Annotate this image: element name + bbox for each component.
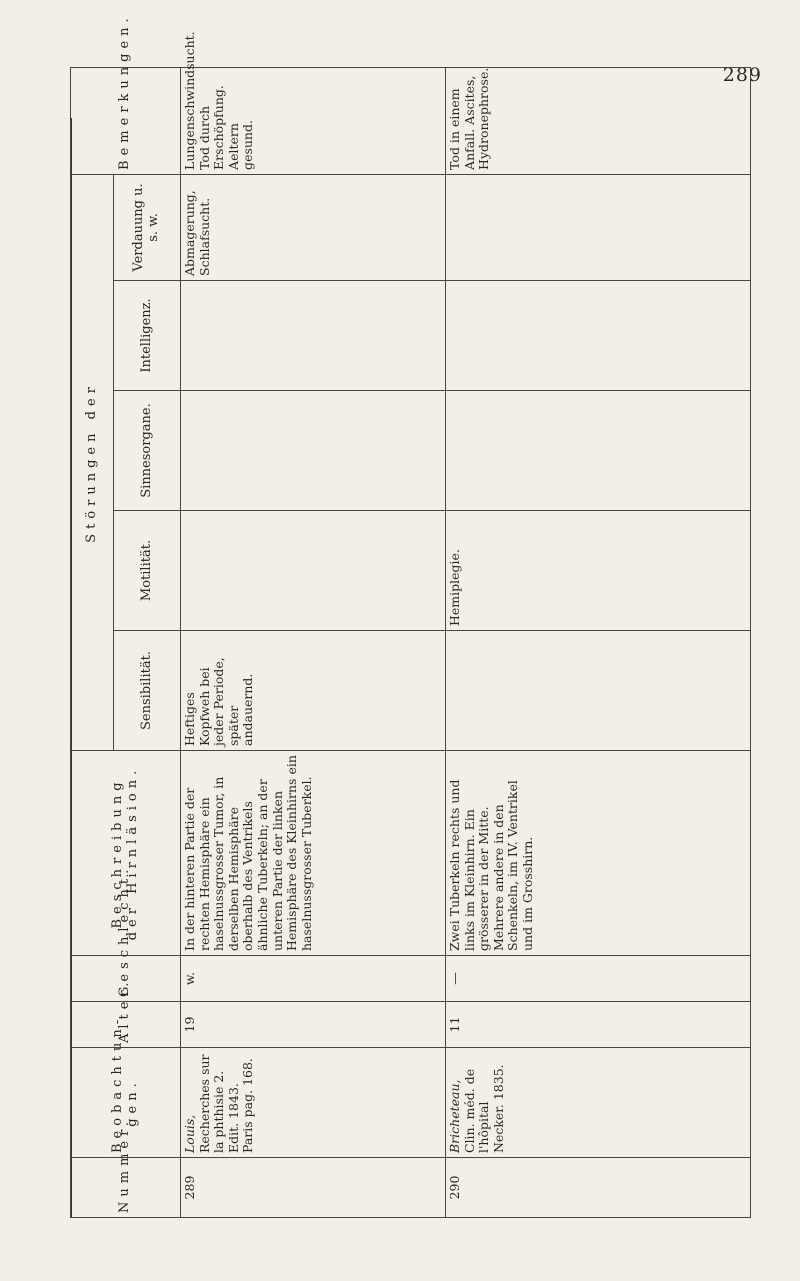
header-intelligenz: Intelligenz. bbox=[114, 281, 181, 391]
cell-verdauung: Abmagerung, Schlafsucht. bbox=[181, 174, 446, 280]
cell-geschlecht: — bbox=[446, 956, 751, 1002]
cell-motilitaet bbox=[181, 511, 446, 631]
cell-intelligenz bbox=[181, 281, 446, 391]
cell-beob-author: Louis, bbox=[182, 1114, 197, 1153]
page-number: 289 bbox=[722, 64, 762, 86]
header-motilitaet: Motilität. bbox=[114, 511, 181, 631]
cell-beob-source: Recherches sur la phthisie 2. Edit. 1843. Paris pag. 168. bbox=[196, 1054, 256, 1153]
header-geschlecht: Geschlecht. bbox=[71, 956, 181, 1002]
table-row bbox=[446, 67, 751, 1217]
cell-beobachtungen bbox=[181, 1048, 446, 1158]
rotated-table-stage bbox=[70, 13, 730, 1218]
header-sensibilitaet: Sensibilität. bbox=[114, 631, 181, 751]
header-bemerkungen: Bemerkungen. bbox=[71, 67, 181, 174]
cell-beob-source: Clin. méd. de l'hôpital Necker. 1835. bbox=[461, 1064, 506, 1153]
header-stoerungen: Störungen der bbox=[71, 174, 114, 750]
header-beobachtungen: Beobachtun- gen. bbox=[71, 1048, 181, 1158]
cell-beobachtungen bbox=[446, 1048, 751, 1158]
cell-sensibilitaet: Heftiges Kopfweh bei jeder Periode, später andauernd. bbox=[181, 631, 446, 751]
cell-bemerkungen: Lungenschwindsucht. Tod durch Erschöpfung. Aeltern gesund. bbox=[181, 67, 446, 174]
header-nummer: Nummer. bbox=[71, 1158, 181, 1218]
cell-intelligenz bbox=[446, 281, 751, 391]
cell-alter: 11 bbox=[446, 1002, 751, 1048]
header-verdauung: Verdauung u. s. w. bbox=[114, 174, 181, 280]
header-sinnesorgane: Sinnesorgane. bbox=[114, 391, 181, 511]
cell-geschlecht: w. bbox=[181, 956, 446, 1002]
cell-sensibilitaet bbox=[446, 631, 751, 751]
table-row bbox=[181, 67, 446, 1217]
header-alter: Alter. bbox=[71, 1002, 181, 1048]
cell-sinnesorgane bbox=[446, 391, 751, 511]
cell-beschreibung: Zwei Tuberkeln rechts und links im Kleinhirn. Ein grösserer in der Mitte. Mehrere andere in den Schenkeln, im IV. Ventrikel und im Grosshirn. bbox=[446, 751, 751, 956]
cell-beschreibung: In der hinteren Partie der rechten Hemisphäre ein haselnussgrosser Tumor, in derselben Hemisphäre oberhalb des Ventrikels ähnliche Tuberkeln; an der unteren Partie der linken Hemisphäre des Kleinhirns ein haselnussgrosser Tuberkel. bbox=[181, 751, 446, 956]
cell-motilitaet: Hemiplegie. bbox=[446, 511, 751, 631]
header-beschreibung: Beschreibung der Hirnläsion. bbox=[71, 751, 181, 956]
cell-bemerkungen: Tod in einem Anfall. Ascites, Hydronephrose. bbox=[446, 67, 751, 174]
cell-sinnesorgane bbox=[181, 391, 446, 511]
lesion-table bbox=[70, 13, 751, 1218]
cell-nummer: 290 bbox=[446, 1158, 751, 1218]
cell-nummer: 289 bbox=[181, 1158, 446, 1218]
cell-verdauung bbox=[446, 174, 751, 280]
cell-beob-author: Bricheteau, bbox=[447, 1079, 462, 1153]
cell-alter: 19 bbox=[181, 1002, 446, 1048]
